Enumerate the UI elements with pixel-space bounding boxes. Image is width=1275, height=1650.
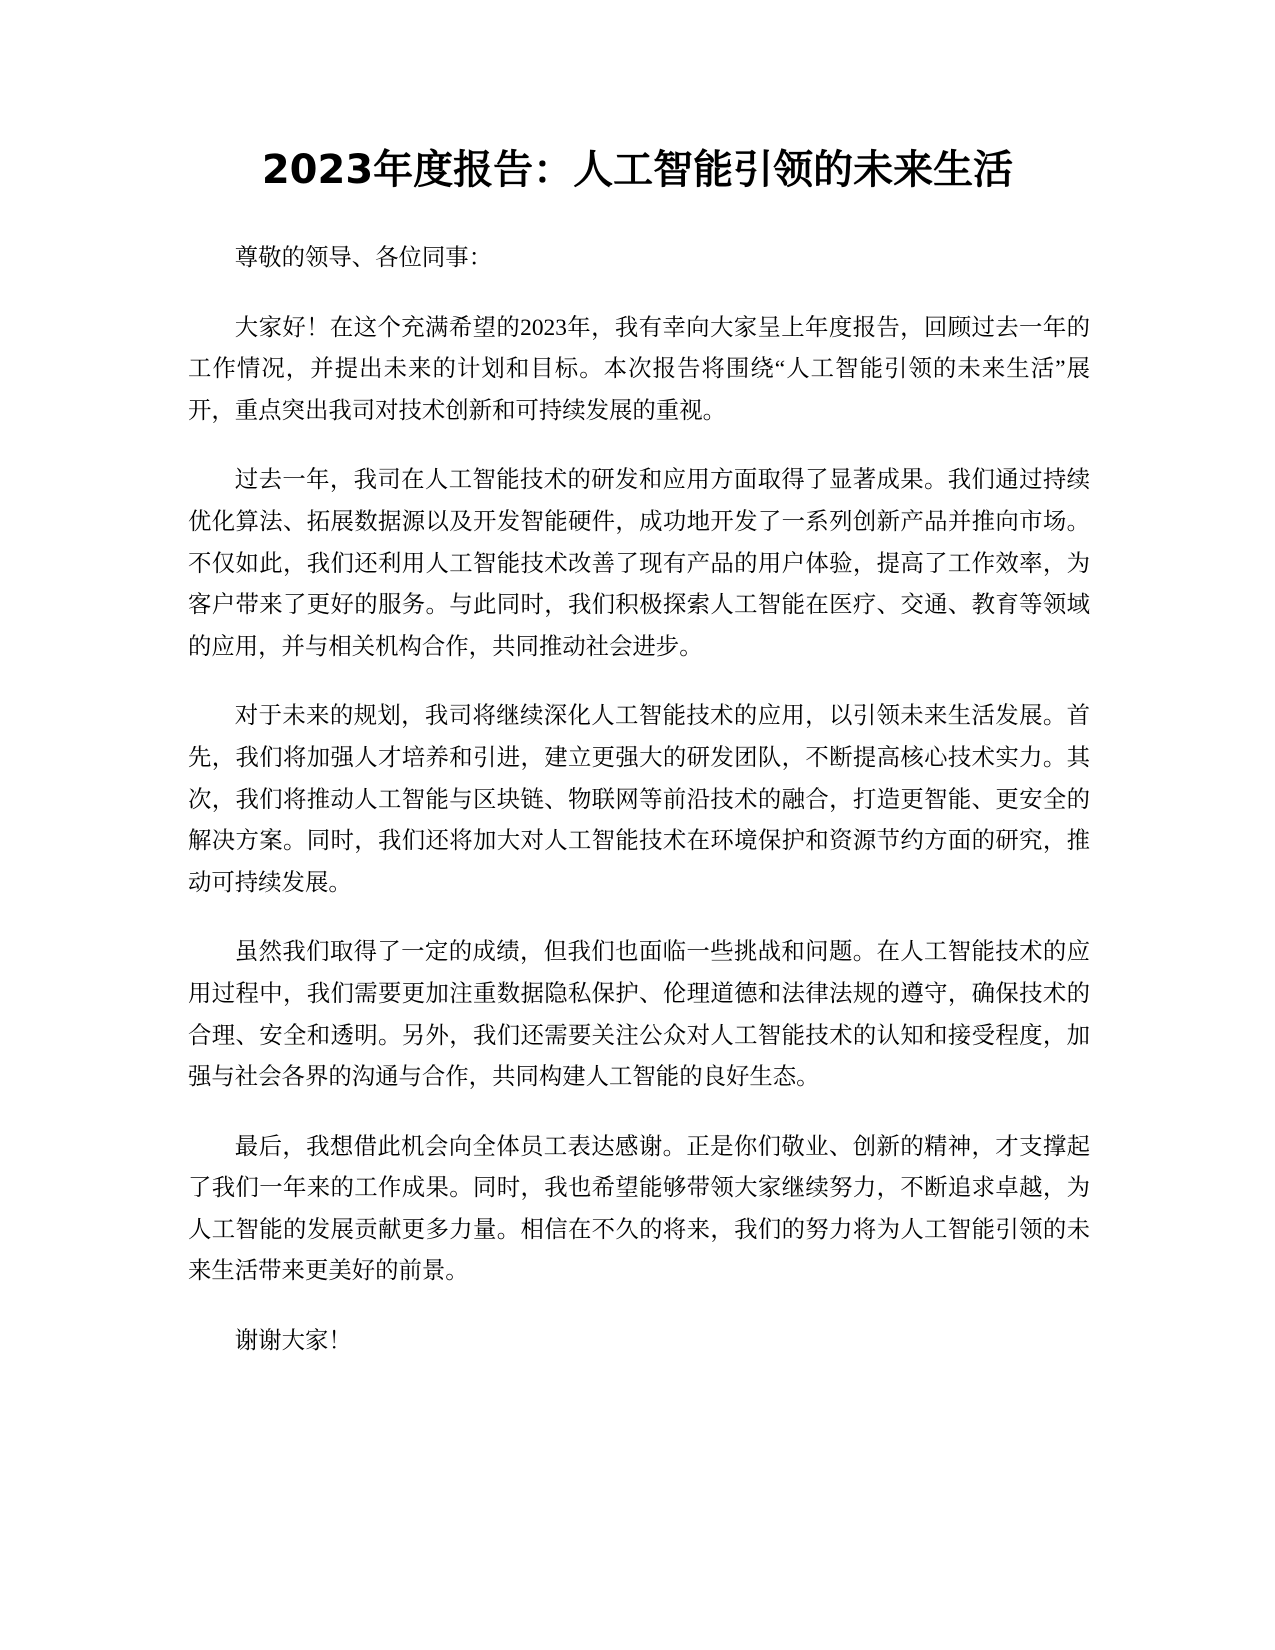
thanks-paragraph: 最后，我想借此机会向全体员工表达感谢。正是你们敬业、创新的精神，才支撑起了我们一年来的工作成果。同时，我也希望能够带领大家继续努力，不断追求卓越，为人工智能的发展贡献更多力量。相信在不久的将来，我们的努力将为人工智能引领的未来生活带来更美好的前景。 [188, 1133, 1090, 1285]
future-plans-paragraph: 对于未来的规划，我司将继续深化人工智能技术的应用，以引领未来生活发展。首先，我们将加强人才培养和引进，建立更强大的研发团队，不断提高核心技术实力。其次，我们将推动人工智能与区块链、物联网等前沿技术的融合，打造更智能、更安全的解决方案。同时，我们还将加大对人工智能技术在环境保护和资源节约方面的研究，推动可持续发展。 [188, 703, 1090, 896]
closing-paragraph: 谢谢大家！ [234, 1328, 352, 1355]
challenges-paragraph: 虽然我们取得了一定的成绩，但我们也面临一些挑战和问题。在人工智能技术的应用过程中，我们需要更加注重数据隐私保护、伦理道德和法律法规的遵守，确保技术的合理、安全和透明。另外，我们还需要关注公众对人工智能技术的认知和接受程度，加强与社会各界的沟通与合作，共同构建人工智能的良好生态。 [188, 939, 1090, 1091]
intro-paragraph: 大家好！在这个充满希望的2023年，我有幸向大家呈上年度报告，回顾过去一年的工作情况，并提出未来的计划和目标。本次报告将围绕“人工智能引领的未来生活”展开，重点突出我司对技术创新和可持续发展的重视。 [188, 314, 1090, 424]
document-body [188, 238, 1090, 1391]
salutation-paragraph: 尊敬的领导、各位同事： [234, 245, 493, 271]
document-title: 2023年度报告：人工智能引领的未来生活 [261, 147, 1014, 193]
achievements-paragraph: 过去一年，我司在人工智能技术的研发和应用方面取得了显著成果。我们通过持续优化算法、拓展数据源以及开发智能硬件，成功地开发了一系列创新产品并推向市场。不仅如此，我们还利用人工智能技术改善了现有产品的用户体验，提高了工作效率，为客户带来了更好的服务。与此同时，我们积极探索人工智能在医疗、交通、教育等领域的应用，并与相关机构合作，共同推动社会进步。 [188, 467, 1090, 660]
